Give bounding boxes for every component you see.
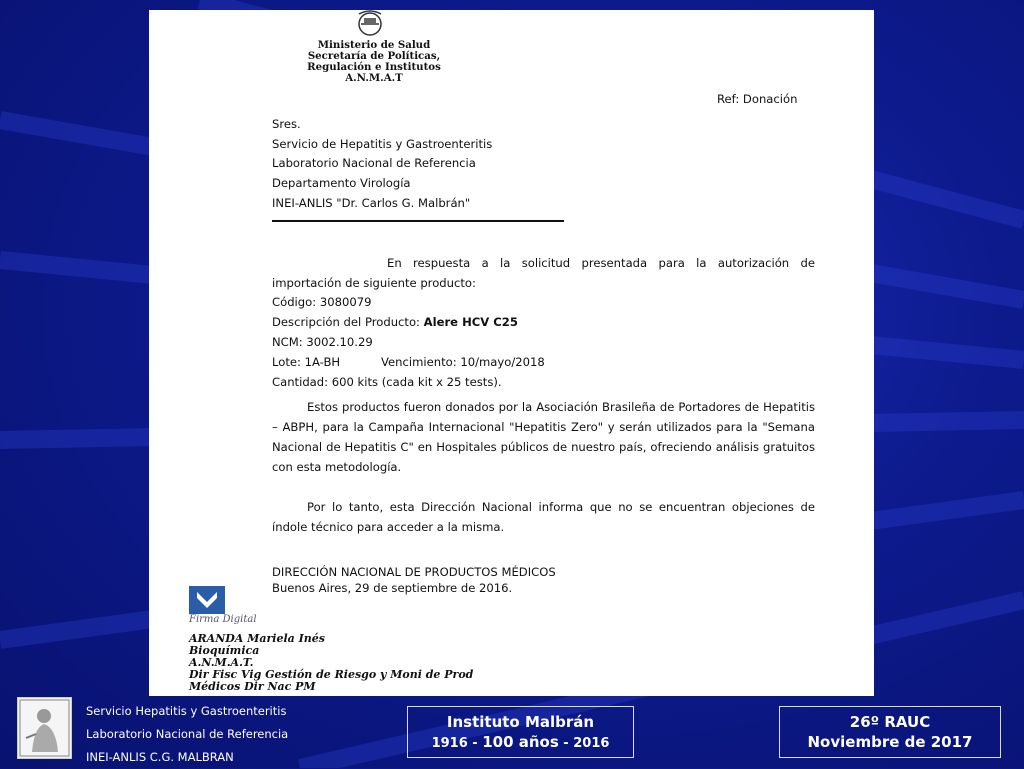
footer-lines bbox=[86, 700, 288, 769]
addressee-line: Sres. bbox=[272, 117, 301, 131]
ncm: NCM: 3002.10.29 bbox=[272, 335, 373, 349]
signer-dept-2: Médicos Dir Nac PM bbox=[189, 680, 316, 693]
directorate: DIRECCIÓN NACIONAL DE PRODUCTOS MÉDICOS bbox=[272, 565, 556, 579]
document-page bbox=[149, 10, 874, 696]
coat-of-arms-icon bbox=[352, 10, 388, 36]
divider bbox=[272, 220, 564, 222]
quantity: Cantidad: 600 kits (cada kit x 25 tests). bbox=[272, 375, 502, 389]
conclusion-paragraph: Por lo tanto, esta Dirección Nacional informa que no se encuentran objeciones de índole técnico para acceder a la misma. bbox=[272, 500, 815, 534]
rauc-date: Noviembre de 2017 bbox=[807, 733, 973, 751]
years-start: 1916 - bbox=[431, 736, 483, 751]
expiry: Vencimiento: 10/mayo/2018 bbox=[381, 355, 545, 369]
years-end: - 2016 bbox=[558, 736, 610, 751]
rauc-box bbox=[779, 706, 1001, 758]
addressee-line: Departamento Virología bbox=[272, 176, 411, 190]
ministry-line: A.N.M.A.T bbox=[345, 72, 403, 84]
footer-line: Laboratorio Nacional de Referencia bbox=[86, 727, 289, 741]
footer-line: Servicio Hepatitis y Gastroenteritis bbox=[86, 704, 287, 718]
addressee-line: INEI-ANLIS "Dr. Carlos G. Malbrán" bbox=[272, 196, 471, 210]
signer-name: ARANDA Mariela Inés bbox=[189, 632, 325, 645]
donation-paragraph: Estos productos fueron donados por la Asociación Brasileña de Portadores de Hepatitis – ABPH, para la Campaña Internacional "Hepatitis Zero" y serán utilizados para la "Semana Nacional de Hepatitis C" en Hospitales públicos de nuestro país, ofreciendo análisis gratuitos con esta metodología. bbox=[272, 400, 815, 474]
product-code: Código: 3080079 bbox=[272, 295, 372, 309]
signer-title: Bioquímica bbox=[189, 644, 260, 657]
ministry-line: Regulación e Institutos bbox=[307, 61, 441, 73]
rauc-title: 26º RAUC bbox=[849, 713, 931, 731]
description-label: Descripción del Producto: bbox=[272, 315, 424, 329]
addressee-line: Laboratorio Nacional de Referencia bbox=[272, 156, 476, 170]
ministry-line: Secretaría de Políticas, bbox=[307, 50, 441, 62]
date: Buenos Aires, 29 de septiembre de 2016. bbox=[272, 581, 513, 595]
footer-line: INEI-ANLIS C.G. MALBRAN bbox=[86, 750, 234, 764]
malbran-years bbox=[408, 733, 633, 751]
addressee-line: Servicio de Hepatitis y Gastroenteritis bbox=[272, 137, 493, 151]
malbran-box bbox=[407, 706, 634, 758]
lot: Lote: 1A-BH bbox=[272, 355, 341, 369]
intro-paragraph: En respuesta a la solicitud presentada para la autorización de importación de siguiente producto: bbox=[272, 256, 815, 290]
institute-emblem-icon bbox=[17, 697, 72, 759]
digital-signature-icon bbox=[189, 586, 225, 614]
reference: Ref: Donación bbox=[717, 92, 798, 106]
malbran-title: Instituto Malbrán bbox=[446, 713, 595, 731]
description-value: Alere HCV C25 bbox=[423, 315, 518, 329]
years-mid: 100 años bbox=[482, 733, 559, 751]
signer-org: A.N.M.A.T. bbox=[189, 656, 254, 669]
ministry-header bbox=[299, 40, 449, 84]
digital-signature-label: Firma Digital bbox=[189, 614, 257, 625]
product-description bbox=[272, 315, 518, 329]
ministry-line: Ministerio de Salud bbox=[317, 39, 431, 51]
signer-dept: Dir Fisc Vig Gestión de Riesgo y Moni de Prod bbox=[189, 668, 474, 681]
